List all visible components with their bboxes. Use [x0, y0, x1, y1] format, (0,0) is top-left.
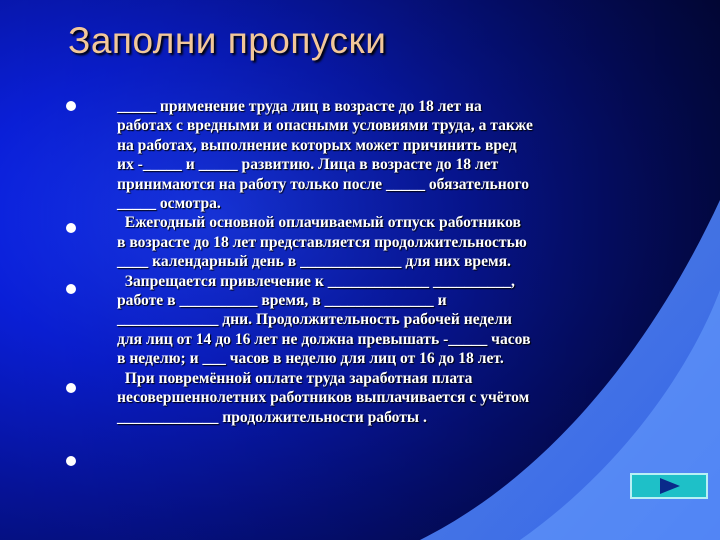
- next-slide-button[interactable]: [630, 473, 708, 499]
- bullet-marker: [66, 456, 76, 466]
- play-arrow-icon: [632, 475, 706, 497]
- bullet-marker: [66, 383, 76, 393]
- paragraph-1: _____ применение труда лиц в возрасте до 18 лет на работах с вредными и опасными условиями труда, а также на работах, выполнение которых может причинить вред их -_____ и _____ развитию. Лица в возрасте до 18 лет принимаются на работу только после _____ обязательного _____ осмотра.: [117, 98, 533, 213]
- slide-title: Заполни пропуски: [68, 20, 387, 61]
- slide-body: [117, 97, 677, 427]
- bullet-marker: [66, 223, 76, 233]
- paragraph-2: Ежегодный основной оплачиваемый отпуск работников в возрасте до 18 лет представляется продолжительностью ____ календарный день в _____________ для них время.: [117, 214, 527, 271]
- bullet-marker: [66, 101, 76, 111]
- paragraph-3: Запрещается привлечение к _____________ __________, работе в __________ время, в ______________ и _____________ дни. Продолжительность рабочей недели для лиц от 14 до 16 лет не должна превышать -_____ часов в неделю; и ___ часов в неделю для лиц от 16 до 18 лет.: [117, 272, 531, 368]
- paragraph-4: При повремённой оплате труда заработная плата несовершеннолетних работников выплачивается с учётом _____________ продолжительности работы .: [117, 369, 530, 426]
- bullet-marker: [66, 284, 76, 294]
